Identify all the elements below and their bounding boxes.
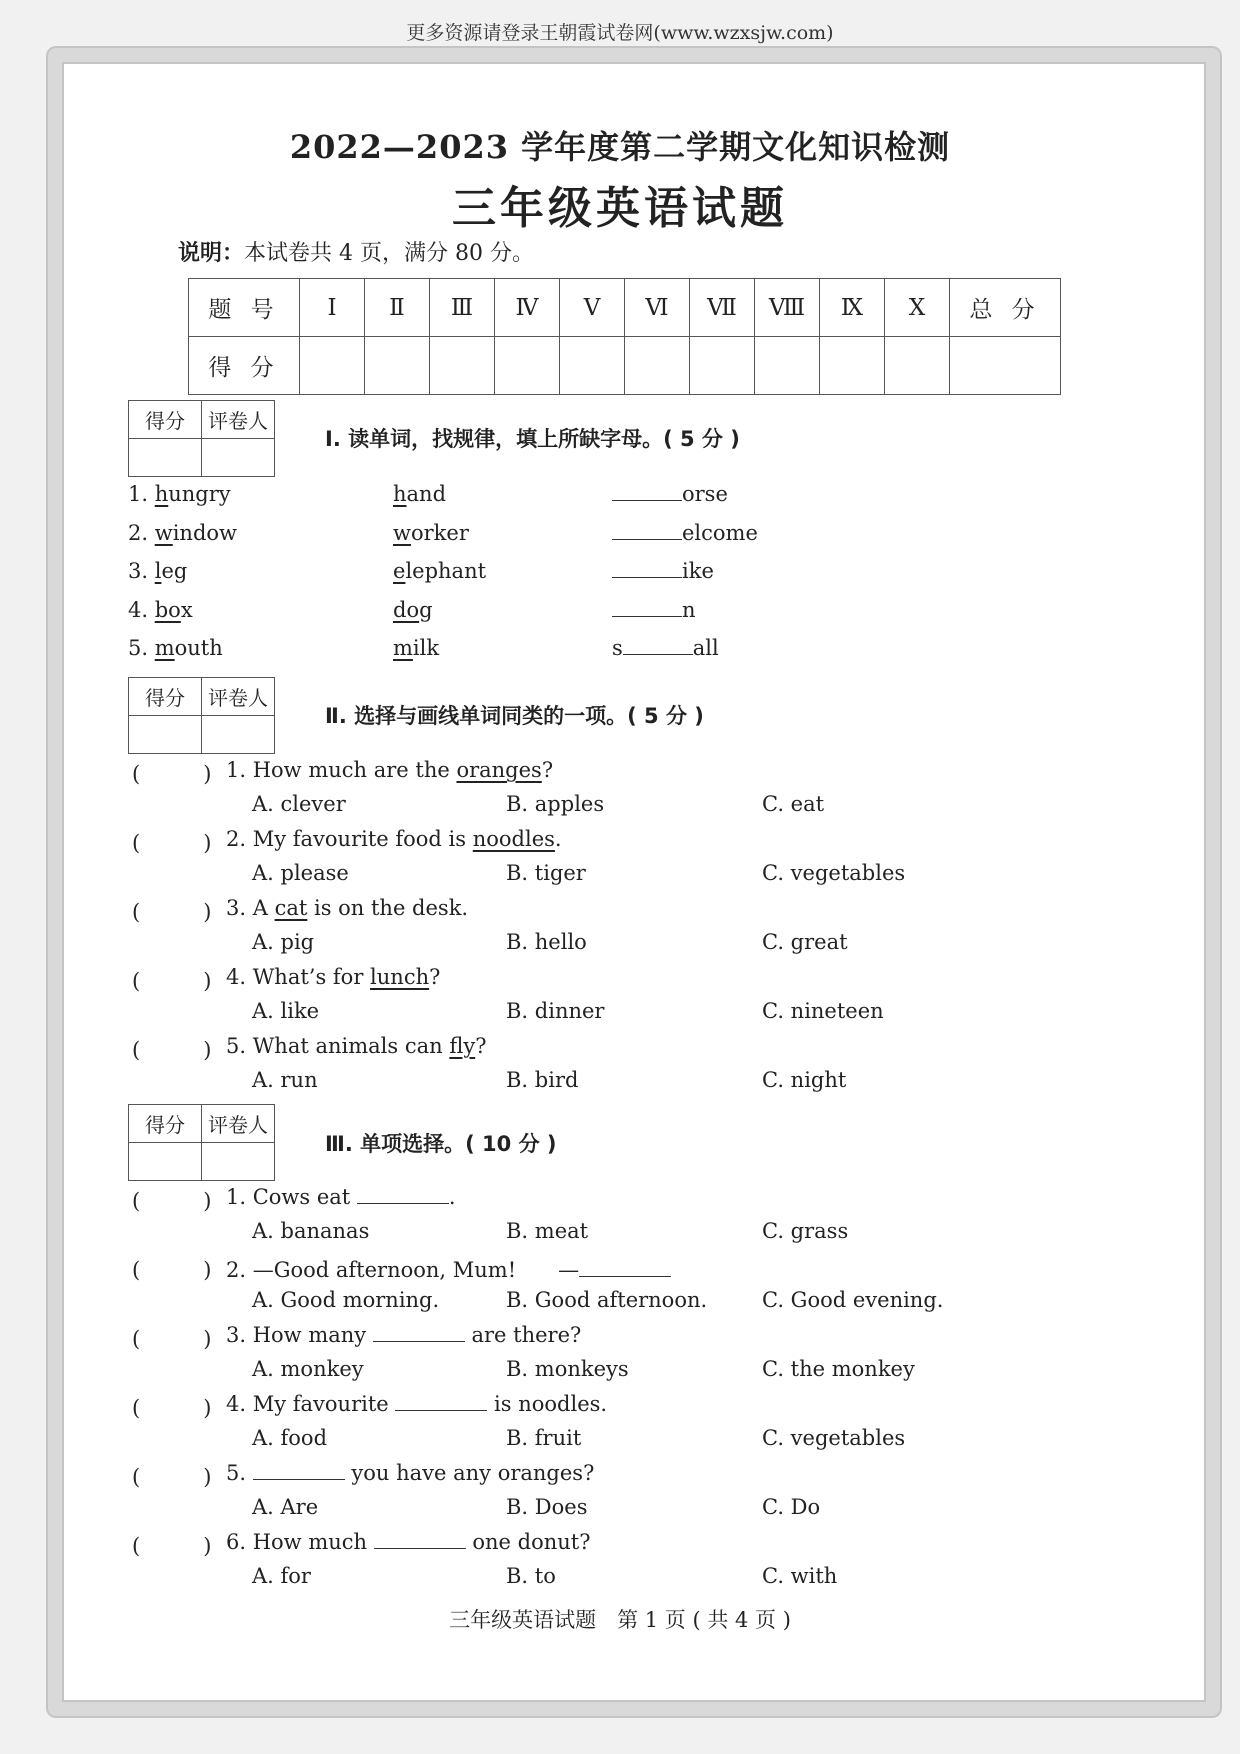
underlined-word: noodles	[472, 827, 555, 851]
fill-blank[interactable]	[357, 1185, 449, 1204]
stem-text: .	[448, 1185, 456, 1209]
underlined-word: fly	[449, 1034, 476, 1058]
word-suffix: elcome	[682, 520, 758, 545]
col-8: Ⅷ	[755, 279, 820, 337]
answer-paren[interactable]: ( )	[132, 1465, 212, 1489]
score-cell[interactable]	[885, 337, 950, 395]
section-3-title: Ⅲ. 单项选择。( 10 分 )	[325, 1132, 557, 1156]
col-7: Ⅶ	[690, 279, 755, 337]
word-prefix: s	[612, 636, 623, 660]
word-row-col2	[393, 636, 439, 660]
score-cell[interactable]	[820, 337, 885, 395]
answer-paren[interactable]: ( )	[132, 1534, 212, 1558]
stem-text: 5.	[226, 1461, 253, 1485]
option-b: B. apples	[506, 792, 605, 816]
col-10: Ⅹ	[885, 279, 950, 337]
option-a: A. monkey	[252, 1357, 364, 1381]
underlined-letters: do	[393, 597, 420, 622]
option-a: A. Are	[252, 1495, 319, 1519]
word-rest: eg	[161, 559, 188, 583]
question-stem	[226, 896, 468, 920]
answer-paren[interactable]: ( )	[132, 1258, 212, 1282]
option-c: C. the monkey	[762, 1357, 915, 1381]
stem-text: .	[554, 827, 562, 851]
fill-blank[interactable]	[612, 559, 682, 578]
option-a: A. please	[252, 861, 349, 885]
fill-blank[interactable]	[395, 1392, 487, 1411]
grader-reviewer-label: 评卷人	[202, 1105, 275, 1143]
option-a: A. bananas	[252, 1219, 370, 1243]
option-c: C. nineteen	[762, 999, 884, 1023]
stem-text: 4. What’s for	[226, 965, 371, 989]
question-stem	[226, 1254, 671, 1284]
grader-reviewer-cell[interactable]	[202, 439, 275, 477]
word-row-col1: 1. hungry	[128, 482, 231, 506]
underlined-letters: m	[393, 636, 413, 660]
option-b: B. meat	[506, 1219, 589, 1243]
fill-blank[interactable]	[373, 1323, 465, 1342]
underlined-letters: w	[154, 520, 173, 545]
word-rest: outh	[174, 636, 223, 660]
underlined-word: oranges	[456, 758, 542, 782]
fill-blank[interactable]	[612, 521, 682, 540]
word-row-col3	[612, 559, 714, 583]
score-table-header: 题 号	[189, 279, 300, 337]
word-rest: and	[406, 482, 447, 506]
option-a: A. pig	[252, 930, 315, 954]
stem-text: 5. What animals can	[226, 1034, 450, 1058]
score-cell-total[interactable]	[950, 337, 1061, 395]
score-cell[interactable]	[365, 337, 430, 395]
option-c: C. Good evening.	[762, 1288, 944, 1312]
underlined-letters: h	[393, 482, 407, 506]
word-suffix: all	[692, 636, 719, 660]
stem-text: one donut?	[465, 1530, 591, 1554]
question-stem	[226, 1323, 581, 1347]
score-cell[interactable]	[690, 337, 755, 395]
option-c: C. vegetables	[762, 861, 906, 885]
option-c: C. night	[762, 1068, 847, 1092]
option-a: A. Good morning.	[252, 1288, 440, 1312]
answer-paren[interactable]: ( )	[132, 969, 212, 993]
answer-paren[interactable]: ( )	[132, 831, 212, 855]
stem-text: 1. How much are the	[226, 758, 457, 782]
option-a: A. run	[252, 1068, 318, 1092]
question-stem	[226, 1392, 607, 1416]
word-row-col1: 4. box	[128, 597, 193, 622]
option-a: A. food	[252, 1426, 328, 1450]
stem-text: 4. My favourite	[226, 1392, 396, 1416]
word-rest: lephant	[405, 559, 487, 583]
option-c: C. eat	[762, 792, 825, 816]
grader-reviewer-label: 评卷人	[202, 678, 275, 716]
option-a: A. for	[252, 1564, 311, 1588]
underlined-letters: bo	[154, 597, 181, 622]
grader-score-cell[interactable]	[129, 439, 202, 477]
grader-reviewer-cell[interactable]	[202, 1143, 275, 1181]
section-2-title: Ⅱ. 选择与画线单词同类的一项。( 5 分 )	[325, 704, 704, 728]
word-row-col1: 2. window	[128, 520, 238, 545]
answer-paren[interactable]: ( )	[132, 1396, 212, 1420]
underlined-letters: h	[154, 482, 169, 506]
word-row-col2	[393, 559, 486, 583]
fill-blank[interactable]	[612, 482, 682, 501]
question-stem	[226, 1034, 486, 1058]
word-suffix: n	[682, 597, 696, 622]
answer-paren[interactable]: ( )	[132, 1327, 212, 1351]
stem-text: 6. How much	[226, 1530, 374, 1554]
stem-text: ?	[541, 758, 554, 782]
option-b: B. fruit	[506, 1426, 582, 1450]
word-row-col2	[393, 598, 433, 622]
grader-score-label: 得分	[129, 401, 202, 439]
fill-blank[interactable]	[623, 636, 693, 655]
score-cell[interactable]	[495, 337, 560, 395]
exam-subtitle: 三年级英语试题	[452, 183, 788, 234]
word-row-col3	[612, 482, 728, 506]
score-cell[interactable]	[560, 337, 625, 395]
word-suffix: orse	[682, 482, 728, 506]
exam-title: 2022—2023 学年度第二学期文化知识检测	[289, 128, 951, 166]
grader-reviewer-cell[interactable]	[202, 716, 275, 754]
score-row-label: 得 分	[189, 337, 300, 395]
col-4: Ⅳ	[495, 279, 560, 337]
word-rest: ungry	[168, 482, 231, 506]
option-b: B. to	[506, 1564, 556, 1588]
stem-text: 1. Cows eat	[226, 1185, 357, 1209]
stem-text: is noodles.	[487, 1392, 608, 1416]
grader-score-label: 得分	[129, 678, 202, 716]
option-a: A. like	[252, 999, 320, 1023]
word-row-col2	[393, 482, 446, 506]
option-b: B. Does	[506, 1495, 588, 1519]
word-row-col1: 3. leg	[128, 559, 188, 583]
option-b: B. dinner	[506, 999, 605, 1023]
col-5: Ⅴ	[560, 279, 625, 337]
score-cell[interactable]	[755, 337, 820, 395]
question-stem	[226, 1461, 594, 1485]
word-suffix: ike	[682, 559, 714, 583]
option-b: B. monkeys	[506, 1357, 629, 1381]
question-stem	[226, 1530, 591, 1554]
col-6: Ⅵ	[625, 279, 690, 337]
underlined-letters: l	[154, 559, 162, 583]
page-footer: 三年级英语试题 第 1 页 ( 共 4 页 )	[449, 1608, 791, 1632]
stem-text: 3. A	[226, 896, 275, 920]
grader-box-2	[128, 677, 275, 754]
col-9: Ⅸ	[820, 279, 885, 337]
grader-score-label: 得分	[129, 1105, 202, 1143]
option-b: B. Good afternoon.	[506, 1288, 708, 1312]
col-total: 总 分	[950, 279, 1061, 337]
word-rest: x	[180, 597, 193, 622]
option-c: C. Do	[762, 1495, 821, 1519]
stem-text: 2. —Good afternoon, Mum! —	[226, 1258, 580, 1282]
word-row-col2	[393, 521, 469, 545]
fill-blank[interactable]	[579, 1258, 671, 1277]
stem-text: are there?	[464, 1323, 582, 1347]
option-b: B. tiger	[506, 861, 586, 885]
option-c: C. great	[762, 930, 848, 954]
word-rest: orker	[410, 520, 469, 545]
col-3: Ⅲ	[430, 279, 495, 337]
fill-blank[interactable]	[374, 1530, 466, 1549]
option-c: C. vegetables	[762, 1426, 906, 1450]
section-1-title: Ⅰ. 读单词，找规律，填上所缺字母。( 5 分 )	[325, 427, 740, 451]
grader-score-cell[interactable]	[129, 1143, 202, 1181]
answer-paren[interactable]: ( )	[132, 762, 212, 786]
fill-blank[interactable]	[253, 1461, 345, 1480]
word-row-col3	[612, 636, 719, 660]
stem-text: 2. My favourite food is	[226, 827, 473, 851]
word-rest: indow	[172, 520, 238, 545]
option-a: A. clever	[252, 792, 346, 816]
option-c: C. with	[762, 1564, 838, 1588]
grader-reviewer-label: 评卷人	[202, 401, 275, 439]
score-cell[interactable]	[430, 337, 495, 395]
stem-text: 3. How many	[226, 1323, 373, 1347]
underlined-word: cat	[274, 896, 308, 920]
word-row-col3	[612, 598, 696, 622]
answer-paren[interactable]: ( )	[132, 900, 212, 924]
col-1: Ⅰ	[300, 279, 365, 337]
header-note: 更多资源请登录王朝霞试卷网(www.wzxsjw.com)	[406, 22, 834, 44]
stem-text: ?	[475, 1034, 487, 1058]
question-stem	[226, 1185, 456, 1209]
underlined-word: lunch	[370, 965, 430, 989]
score-table	[188, 278, 1061, 395]
question-stem	[226, 965, 440, 989]
question-stem	[226, 827, 562, 851]
word-row-col3	[612, 521, 758, 545]
answer-paren[interactable]: ( )	[132, 1189, 212, 1213]
stem-text: is on the desk.	[307, 896, 469, 920]
word-rest: g	[419, 597, 433, 622]
underlined-letters: w	[393, 520, 411, 545]
instruction: 说明：本试卷共 4 页，满分 80 分。	[178, 241, 534, 266]
word-rest: ilk	[412, 636, 440, 660]
underlined-letters: e	[393, 559, 406, 583]
underlined-letters: m	[154, 636, 175, 660]
option-b: B. bird	[506, 1068, 579, 1092]
fill-blank[interactable]	[612, 598, 682, 617]
score-cell[interactable]	[300, 337, 365, 395]
option-c: C. grass	[762, 1219, 849, 1243]
col-2: Ⅱ	[365, 279, 430, 337]
stem-text: you have any oranges?	[344, 1461, 595, 1485]
grader-box-3	[128, 1104, 275, 1181]
answer-paren[interactable]: ( )	[132, 1038, 212, 1062]
score-cell[interactable]	[625, 337, 690, 395]
option-b: B. hello	[506, 930, 587, 954]
stem-text: ?	[429, 965, 441, 989]
question-stem	[226, 758, 553, 782]
word-row-col1: 5. mouth	[128, 636, 223, 660]
grader-score-cell[interactable]	[129, 716, 202, 754]
grader-box-1	[128, 400, 275, 477]
